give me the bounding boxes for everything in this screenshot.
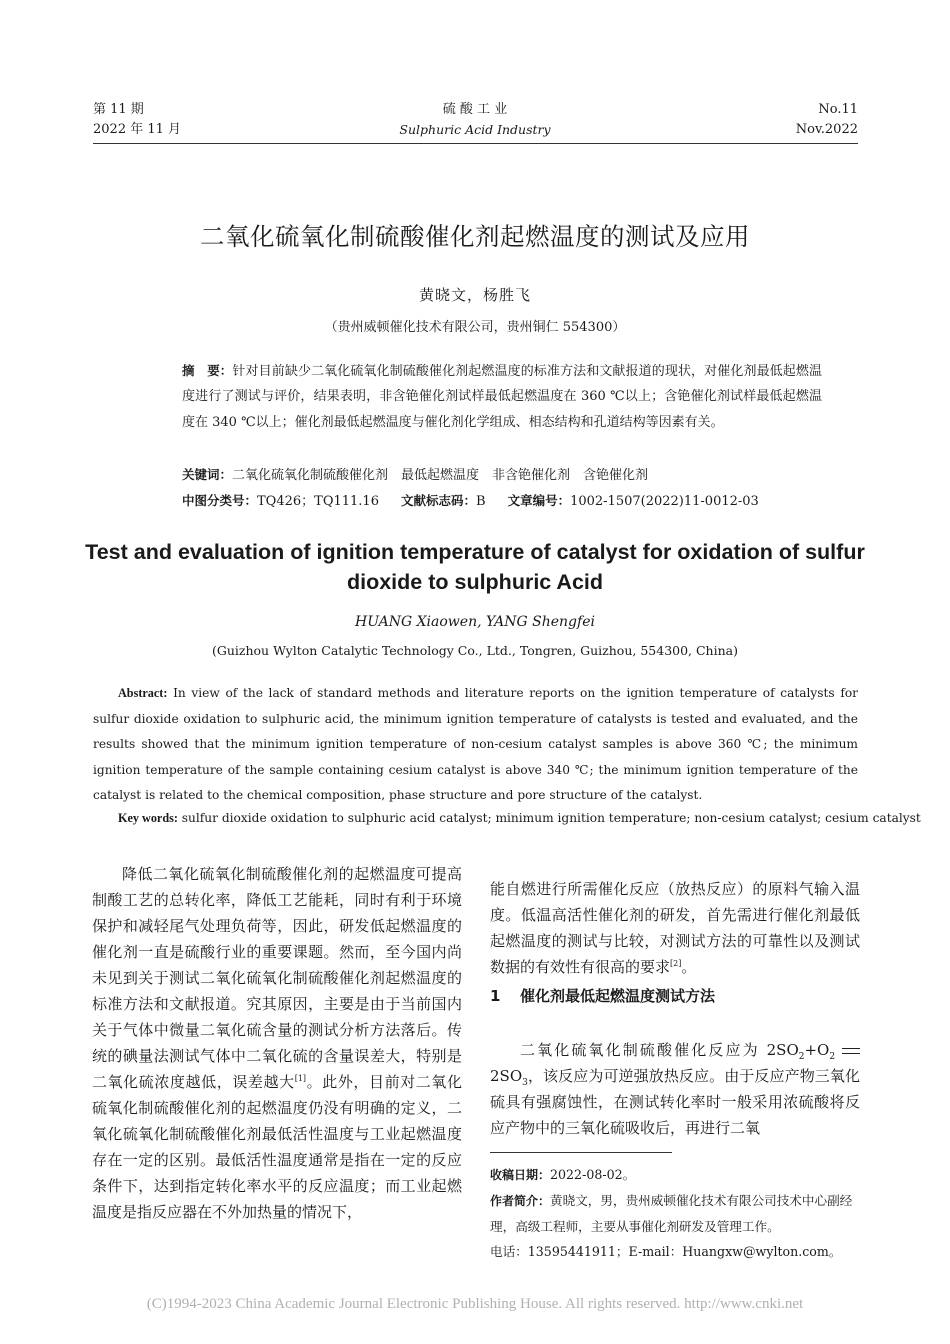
body-right-column-top [490, 861, 860, 995]
clc-value: TQ426；TQ111.16 [257, 494, 379, 509]
section-title: 催化剂最低起燃温度测试方法 [520, 987, 716, 1005]
abstract-en-text: In view of the lack of standard methods and literature reports on the ignition temperature of catalysts for sulfur dioxide oxidation to sulphuric acid, the minimum ignition temperature of catalysts is tested and evaluated, and the results showed that the minimum ignition temperature of non-cesium catalyst samples is above 360 ℃; the minimum ignition temperature of the sample containing cesium catalyst is above 340 ℃; the minimum ignition temperature of the catalyst is related to the chemical composition, phase structure and pore structure of the catalyst. [93, 686, 859, 802]
body-text: 降低二氧化硫氧化制硫酸催化剂的起燃温度可提高制酸工艺的总转化率，降低工艺能耗，同时有利于环境保护和减轻尾气处理负荷等，因此，研发低起燃温度的催化剂一直是硫酸行业的重要课题。然而，至今国内尚未见到关于测试二氧化硫氧化制硫酸催化剂起燃温度的标准方法和文献报道。究其原因，主要是由于当前国内关于气体中微量二氧化硫含量的测试分析方法落后。传统的碘量法测试气体中二氧化硫的含量误差大，特别是二氧化硫浓度越低，误差越大 [92, 865, 462, 1091]
section-number: 1 [490, 987, 501, 1005]
body-text: 二氧化硫氧化制硫酸催化反应为 2SO [520, 1041, 799, 1059]
received-value: 2022-08-02。 [550, 1167, 636, 1182]
body-text: 2SO [490, 1067, 523, 1085]
clc-label: 中图分类号： [182, 493, 258, 508]
subscript: 2 [829, 1052, 836, 1062]
page-title-cn: 二氧化硫氧化制硫酸催化剂起燃温度的测试及应用 [200, 222, 750, 251]
reversible-arrow-icon [842, 1046, 860, 1056]
article-number-value: 1002-1507(2022)11-0012-03 [570, 494, 759, 509]
body-paragraph [490, 876, 860, 980]
doc-code-value: B [476, 494, 486, 509]
affiliation-en: (Guizhou Wylton Catalytic Technology Co., Ltd., Tongren, Guizhou, 554300, China) [211, 643, 738, 658]
header-right [796, 100, 858, 140]
subscript: 2 [798, 1052, 805, 1062]
header-left [93, 100, 181, 140]
contact-info: 电话：13595441911；E-mail：Huangxw@wylton.com。 [490, 1244, 842, 1259]
copyright-line: (C)1994-2023 China Academic Journal Electronic Publishing House. All rights reserved. http://www.cnki.net [146, 1296, 804, 1312]
body-text: +O [804, 1041, 830, 1059]
body-text: ，该反应为可逆强放热反应。由于反应产物三氧化硫具有强腐蚀性，在测试转化率时一般采用浓硫酸将反应产物中的三氧化硫吸收后，再进行二氧 [490, 1067, 860, 1137]
author-bio [490, 1188, 862, 1239]
abstract-en-label: Abstract: [118, 686, 168, 700]
subscript: 3 [522, 1078, 528, 1088]
keywords-en-label: Key words: [118, 811, 178, 825]
date-en: Nov.2022 [795, 122, 858, 137]
affiliation-cn: （贵州威顿催化技术有限公司，贵州铜仁 554300） [324, 320, 626, 335]
keywords-cn [182, 462, 842, 488]
header-center [340, 100, 610, 140]
keywords-cn-text: 二氧化硫氧化制硫酸催化剂 最低起燃温度 非含铯催化剂 含铯催化剂 [232, 468, 649, 483]
issue-en: No.11 [818, 102, 858, 117]
keywords-en [118, 807, 921, 829]
section-heading-1 [490, 985, 715, 1006]
author-bio-label: 作者简介： [490, 1194, 551, 1208]
doc-code-label: 文献标志码： [400, 493, 476, 508]
keywords-en-text: sulfur dioxide oxidation to sulphuric acid catalyst; minimum ignition temperature; non-cesium catalyst; cesium catalyst [181, 811, 921, 825]
footnote-rule [490, 1152, 672, 1153]
authors-en: HUANG Xiaowen, YANG Shengfei [355, 614, 595, 630]
body-paragraph [490, 1037, 860, 1141]
received-date [490, 1162, 862, 1188]
author-bio-value: 黄晓文，男，贵州威顿催化技术有限公司技术中心副经理，高级工程师，主要从事催化剂研发及管理工作。 [490, 1193, 853, 1234]
received-label: 收稿日期： [490, 1168, 551, 1182]
abstract-cn [182, 358, 822, 435]
authors-cn: 黄晓文，杨胜飞 [418, 286, 531, 304]
citation-1[interactable]: [1] [294, 1074, 307, 1083]
citation-2[interactable]: [2] [670, 959, 682, 968]
date-cn: 2022 年 11 月 [93, 122, 182, 137]
footnote [490, 1162, 862, 1264]
keywords-cn-label: 关键词： [182, 467, 233, 482]
body-left-column [92, 861, 462, 1225]
journal-name-cn: 硫 酸 工 业 [442, 102, 508, 117]
body-paragraph [92, 861, 462, 1225]
body-text: 。 [681, 958, 697, 976]
classification-line [182, 488, 862, 514]
body-text: 能自燃进行所需催化反应（放热反应）的原料气输入温度。低温高活性催化剂的研发，首先需进行催化剂最低起燃温度的测试与比较，对测试方法的可靠性以及测试数据的有效性有很高的要求 [490, 880, 860, 976]
page-title-en: Test and evaluation of ignition temperature of catalyst for oxidation of sulfur dioxide to sulphuric Acid [85, 540, 865, 594]
article-number-label: 文章编号： [507, 493, 571, 508]
header-rule [93, 143, 858, 144]
abstract-cn-label: 摘 要： [182, 363, 233, 378]
body-right-column-bottom [490, 1022, 860, 1156]
body-text: 。此外，目前对二氧化硫氧化制硫酸催化剂的起燃温度仍没有明确的定义，二氧化硫氧化制硫酸催化剂最低活性温度与工业起燃温度存在一定的区别。最低活性温度通常是指在一定的反应条件下，达到指定转化率水平的反应温度；而工业起燃温度是指反应器在不外加热量的情况下， [92, 1073, 462, 1221]
journal-name-en: Sulphuric Acid Industry [399, 122, 551, 137]
abstract-cn-text: 针对目前缺少二氧化硫氧化制硫酸催化剂起燃温度的标准方法和文献报道的现状，对催化剂最低起燃温度进行了测试与评价，结果表明，非含铯催化剂试样最低起燃温度在 360 ℃以上；含铯催化剂试样最低起燃温度在 340 ℃以上；催化剂最低起燃温度与催化剂化学组成、相态结构和孔道结构等因素有关。 [182, 364, 822, 430]
issue-cn: 第 11 期 [93, 102, 144, 117]
abstract-en [93, 681, 858, 809]
